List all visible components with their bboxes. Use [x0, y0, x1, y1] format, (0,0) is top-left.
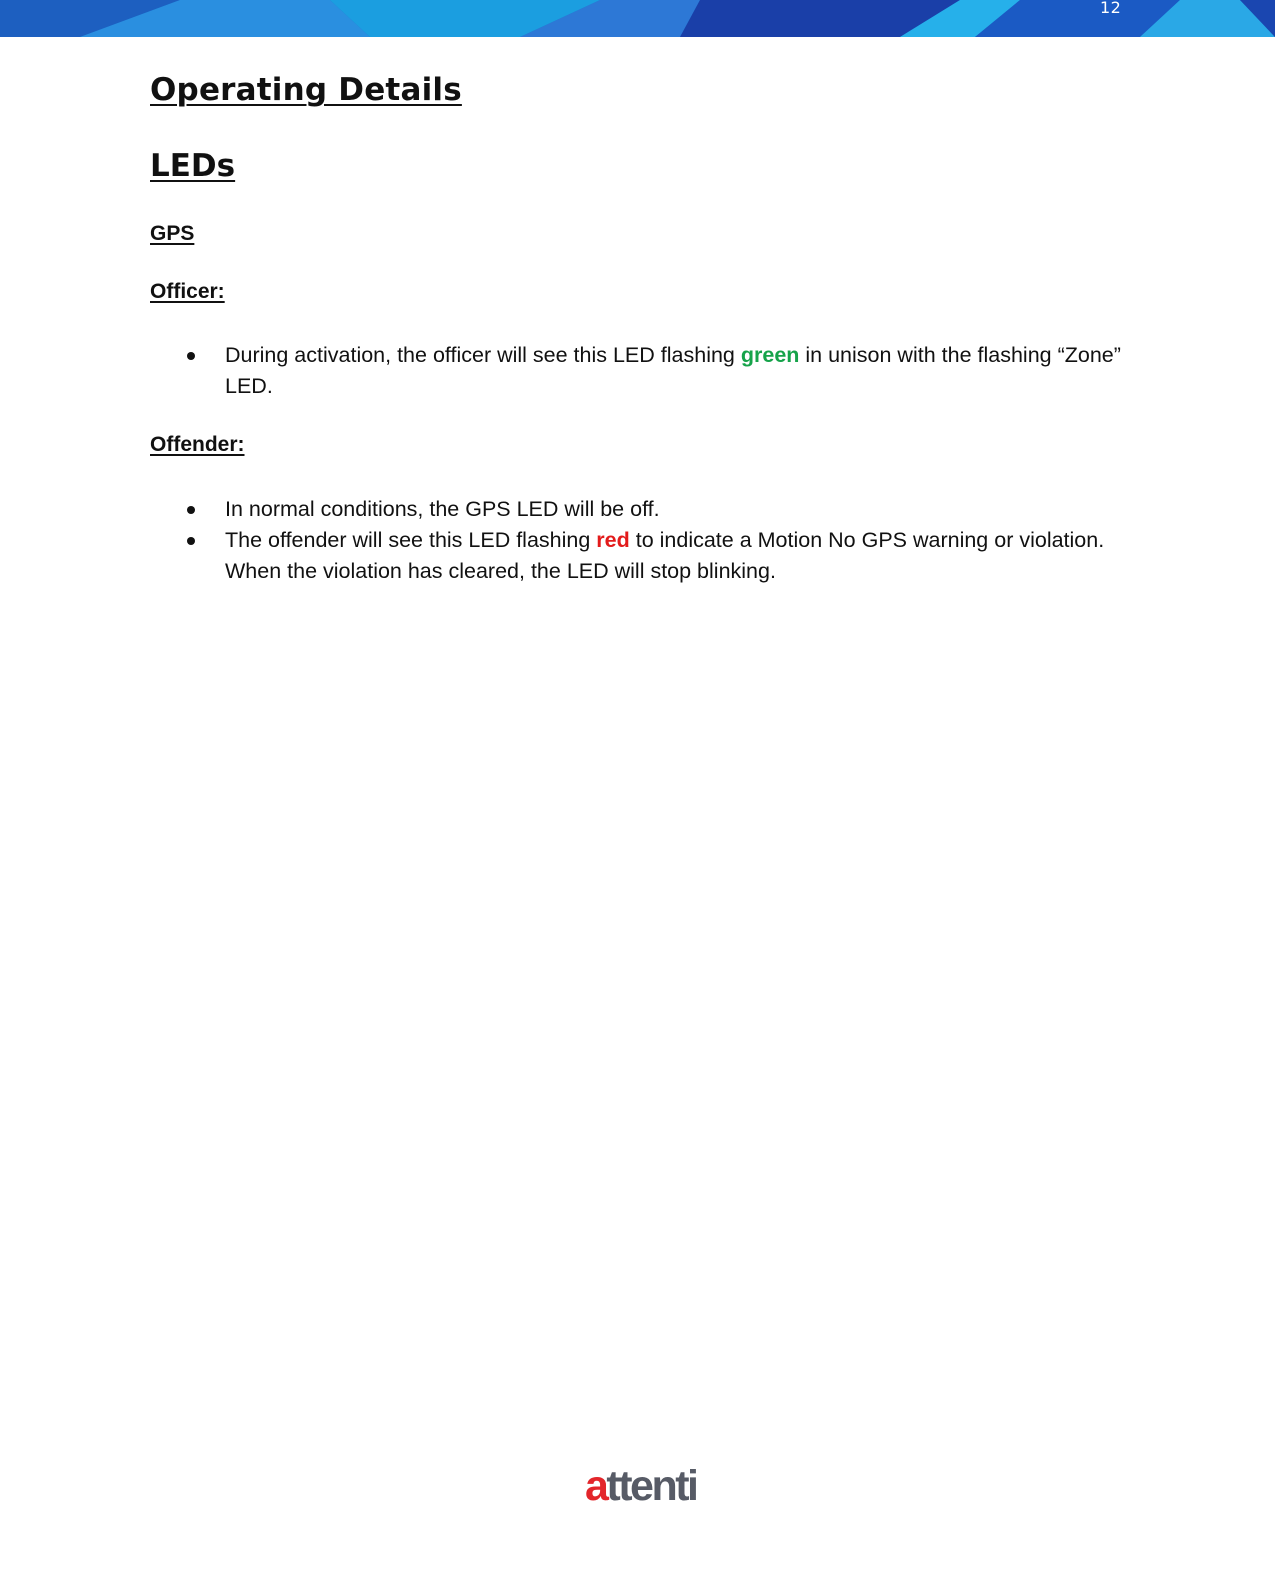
offender-bullet-list	[150, 494, 1130, 587]
bullet-text: In normal conditions, the GPS LED will be off.	[225, 497, 660, 521]
section-heading: LEDs	[150, 148, 236, 184]
list-item	[150, 525, 1130, 587]
bullet-text: During activation, the officer will see this LED flashing	[225, 343, 741, 367]
officer-bullet-list	[150, 340, 1130, 402]
highlight-red: red	[596, 528, 630, 552]
officer-heading: Officer:	[150, 280, 225, 303]
bullet-icon	[187, 352, 195, 360]
highlight-green: green	[740, 343, 800, 367]
header-band	[0, 0, 1275, 37]
document-title: Operating Details	[150, 72, 462, 108]
bullet-icon	[187, 537, 195, 545]
bullet-text: in unison with the flashing “Zone” LED.	[225, 343, 1121, 398]
bullet-icon	[187, 506, 195, 514]
list-item	[150, 494, 1130, 525]
list-item	[150, 340, 1130, 402]
subsection-heading: GPS	[150, 222, 195, 245]
attenti-logo	[585, 1462, 697, 1511]
logo-wordmark: ttenti	[606, 1462, 697, 1510]
logo-accent-letter: a	[585, 1462, 607, 1510]
offender-heading: Offender:	[150, 433, 245, 456]
page-number: 12	[1100, 0, 1122, 17]
header-band-graphic	[0, 0, 1275, 37]
bullet-text: The offender will see this LED flashing	[225, 528, 597, 552]
bullet-text: to indicate a Motion No GPS warning or violation. When the violation has cleared, the LED will stop blinking.	[225, 528, 1105, 583]
